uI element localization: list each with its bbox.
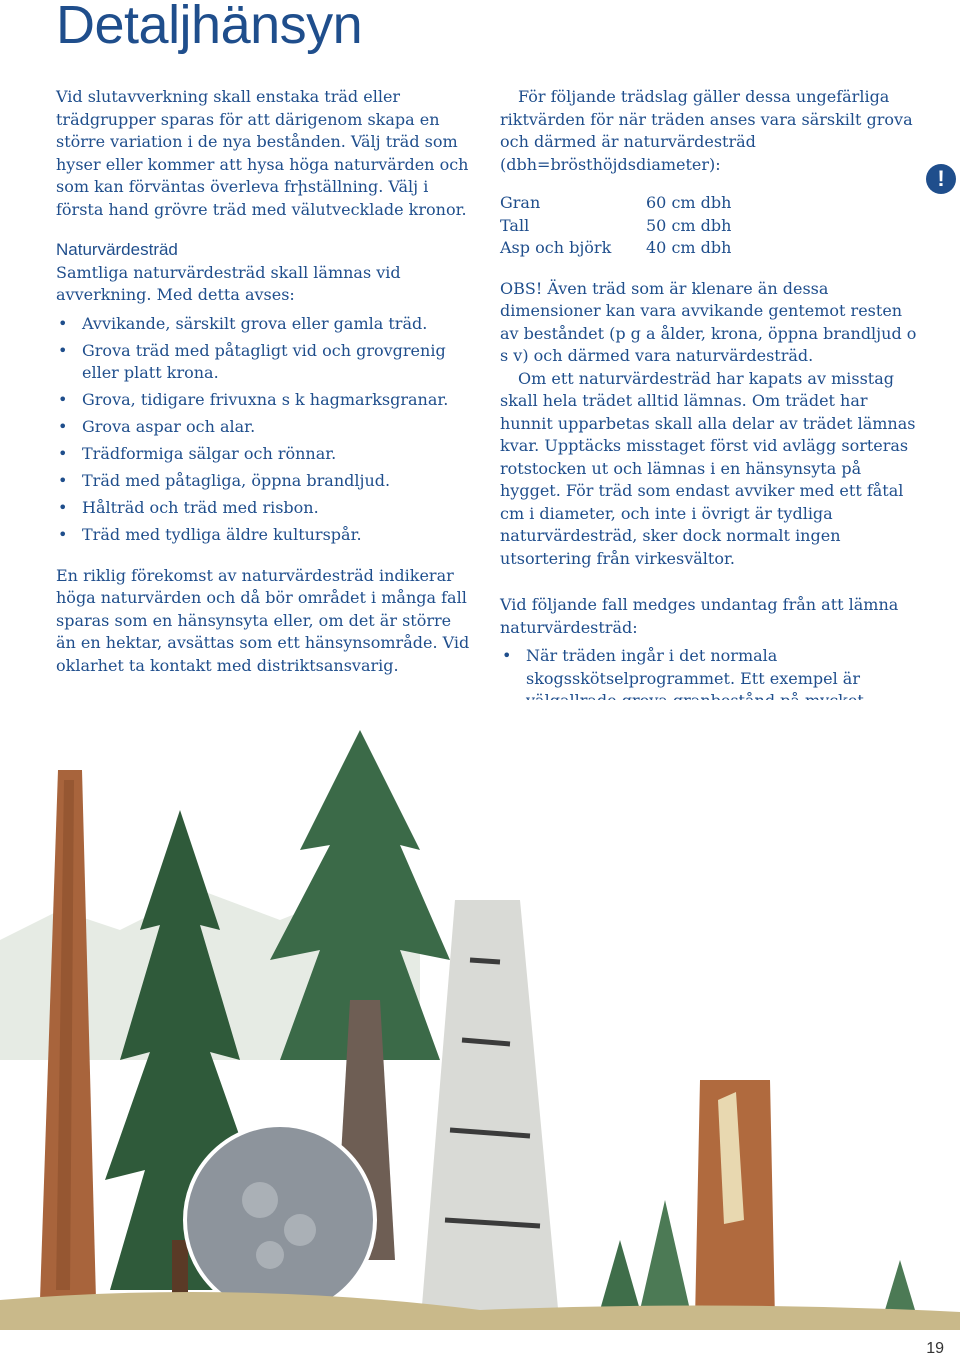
mistake-paragraph: Om ett naturvärdesträd har kapats av misstag skall hela trädet alltid lämnas. Om trädet har hunnit upparbetas skall alla delar av trädet lämnas kvar. Upptäcks misstaget först vid avlägg sorteras rotstocken ut och lämnas i en hänsynsyta på hygget. För träd som endast avviker med ett fåtal cm i diameter, och inte i övrigt är tydliga naturvärdesträd, sker dock normalt ingen utsortering från virkesvältor.	[500, 368, 916, 568]
intro-paragraph: Vid slutavverkning skall enstaka träd eller trädgrupper sparas för att därigenom skapa en större variation i de nya bestånden. Välj träd som hyser eller kommer att hysa höga naturvärden och som kan förväntas överleva frիställning. Välj i första hand grövre träd med välutvecklade kronor.	[56, 87, 469, 219]
bark-detail-circle	[185, 1125, 375, 1315]
species-value: 50 cm dbh	[646, 215, 732, 235]
list-item: • Hålträd och träd med risbon.	[56, 497, 476, 520]
criteria-list	[56, 313, 476, 547]
page-title: Detaljhänsyn	[56, 0, 363, 55]
list-item: • Trädformiga sälgar och rönnar.	[56, 443, 476, 466]
section-heading: Naturvärdesträd	[56, 240, 178, 259]
list-item: • Grova aspar och alar.	[56, 416, 476, 439]
species-name: Gran	[500, 193, 541, 212]
section-intro: Samtliga naturvärdesträd skall lämnas vid avverkning. Med detta avses:	[56, 262, 401, 304]
species-name: Asp och björk	[500, 238, 612, 257]
list-item: • Träd med påtagliga, öppna brandljud.	[56, 470, 476, 493]
species-value: 60 cm dbh	[646, 193, 732, 212]
bark-scale	[242, 1182, 278, 1218]
species-intro: För följande trädslag gäller dessa ungefärliga riktvärden för när träden anses vara särskilt grova och därmed är naturvärdesträd (dbh=brösthöjdsdiameter):	[500, 87, 913, 174]
list-item: • Grova träd med påtagligt vid och grovgrenig eller platt krona.	[56, 340, 476, 385]
table-row	[500, 237, 731, 260]
list-item: • Avvikande, särskilt grova eller gamla träd.	[56, 313, 476, 336]
page-number: 19	[926, 1340, 944, 1357]
exclamation-icon: !	[926, 164, 956, 194]
table-row	[500, 192, 731, 215]
table-row	[500, 215, 731, 238]
bark-scale	[284, 1214, 316, 1246]
list-item: • Grova, tidigare frivuxna s k hagmarksgranar.	[56, 389, 476, 412]
obs-paragraph: OBS! Även träd som är klenare än dessa dimensioner kan vara avvikande gentemot resten av beståndet (p g a ålder, krona, öppna brandljud o s v) och därmed vara naturvärdesträd.	[500, 278, 917, 365]
tree-illustration	[0, 700, 960, 1330]
exception-intro: Vid följande fall medges undantag från att lämna naturvärdesträd:	[500, 595, 899, 637]
list-item: • Träd med tydliga äldre kulturspår.	[56, 524, 476, 547]
species-table	[500, 192, 731, 260]
closing-paragraph: En riklig förekomst av naturvärdesträd indikerar höga naturvärden och då bör området i många fall sparas som en hänsynsyta eller, om det är större än en hektar, avsättas som ett hänsynsområde. Vid oklarhet ta kontakt med distriktsansvarig.	[56, 565, 470, 675]
left-column	[56, 86, 476, 677]
species-value: 40 cm dbh	[646, 238, 732, 257]
species-name: Tall	[500, 215, 530, 235]
list-item: • När träden ingår i det normala skogsskötselprogrammet. Ett exempel är	[500, 645, 920, 758]
bark-scale	[256, 1241, 284, 1269]
